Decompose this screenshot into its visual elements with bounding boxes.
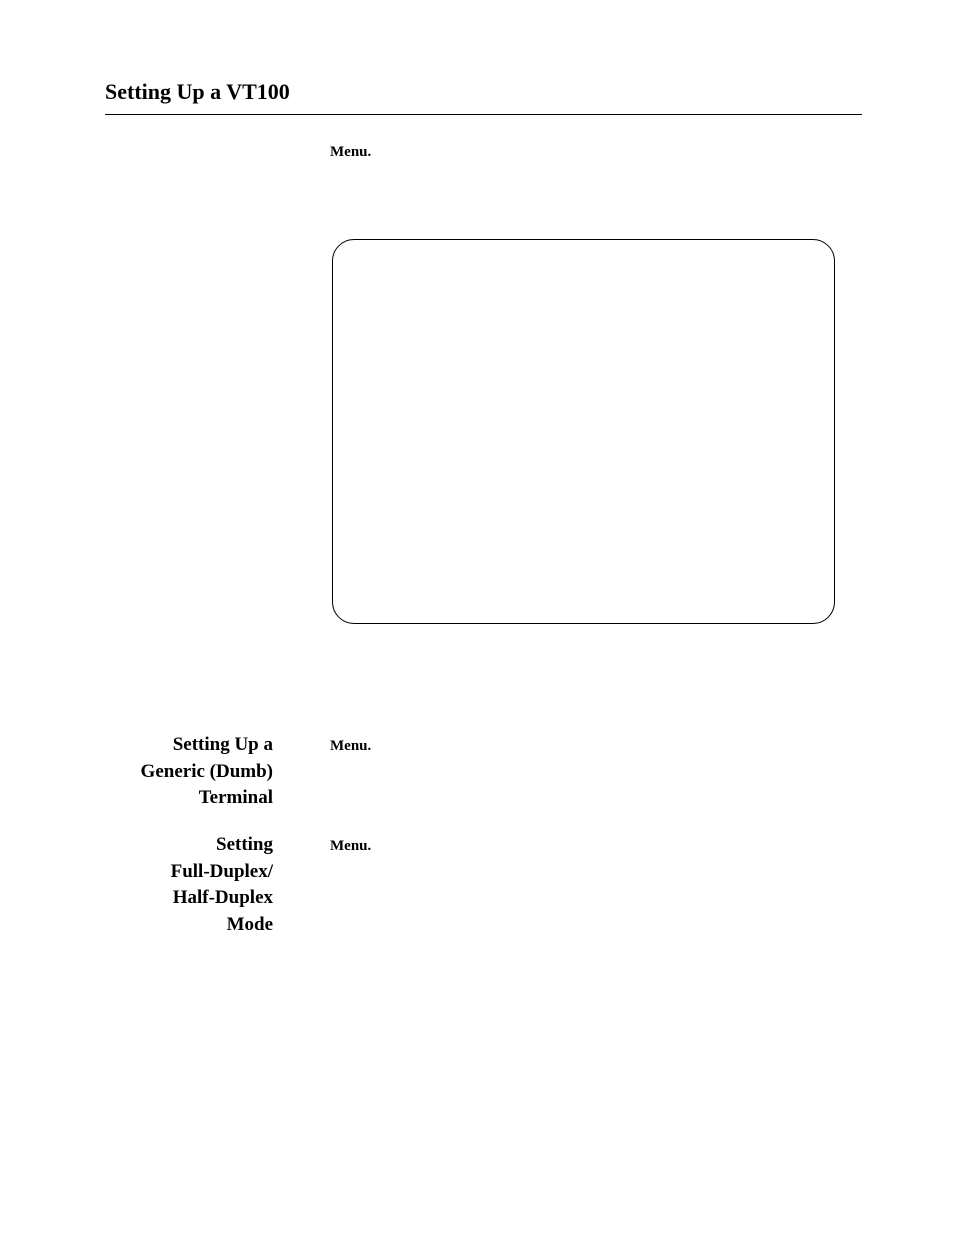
section-heading-generic-terminal: [73, 732, 273, 812]
menu-label-duplex-mode: Menu.: [330, 838, 372, 854]
heading-line: Full-Duplex/: [170, 860, 273, 882]
menu-label-vt100: Menu.: [330, 144, 372, 160]
page-title: Setting Up a VT100: [105, 79, 290, 104]
heading-line: Setting: [216, 834, 273, 855]
terminal-screen-frame: [332, 239, 835, 624]
section-heading-duplex-mode: [73, 832, 273, 938]
heading-line: Setting Up a: [172, 734, 273, 755]
heading-line: Mode: [226, 913, 273, 935]
heading-line: Half-Duplex: [172, 887, 273, 908]
title-divider: [105, 114, 862, 115]
heading-line: Generic (Dumb): [140, 760, 273, 782]
heading-line: Terminal: [198, 787, 273, 808]
menu-label-generic-terminal: Menu.: [330, 738, 372, 754]
